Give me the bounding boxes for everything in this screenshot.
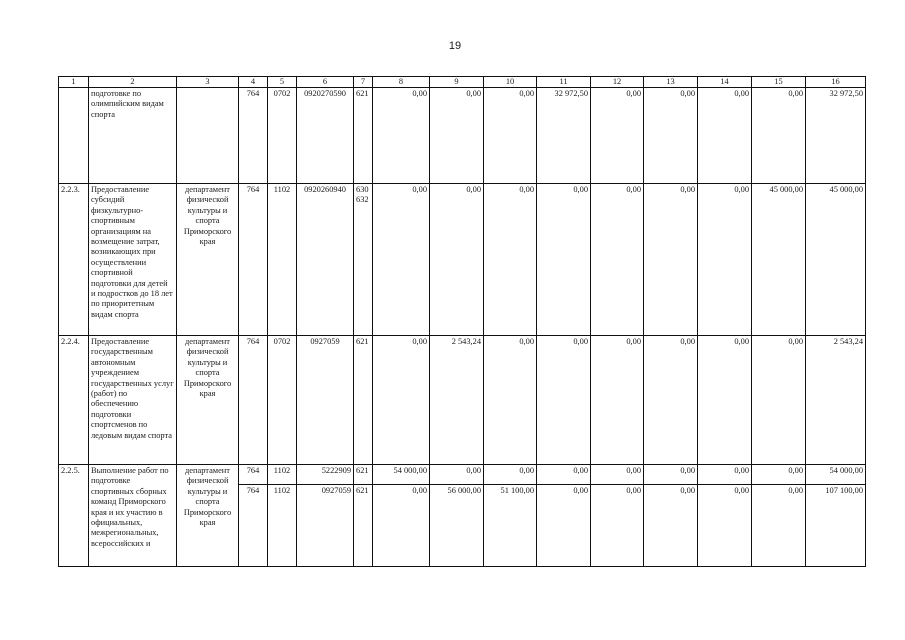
amount: 0,00 [373, 88, 430, 184]
item-number: 2.2.5. [59, 465, 89, 567]
amount: 54 000,00 [373, 465, 430, 485]
code-type: 621 [354, 88, 373, 184]
column-number: 1 [59, 77, 89, 88]
amount: 0,00 [698, 184, 752, 336]
amount: 0,00 [430, 88, 484, 184]
amount: 0,00 [537, 184, 591, 336]
table-row [59, 184, 866, 336]
amount: 0,00 [644, 184, 698, 336]
item-number: 2.2.4. [59, 336, 89, 465]
code-section: 1102 [268, 184, 297, 336]
code-target: 0927059 [297, 485, 354, 567]
amount: 0,00 [373, 336, 430, 465]
amount: 0,00 [644, 88, 698, 184]
amount-total: 107 100,00 [806, 485, 866, 567]
amount: 0,00 [537, 485, 591, 567]
amount: 0,00 [484, 184, 537, 336]
amount: 0,00 [698, 88, 752, 184]
code-type: 630 632 [354, 184, 373, 336]
column-number: 5 [268, 77, 297, 88]
item-name: подготовке по олимпийским видам спорта [89, 88, 177, 184]
amount: 45 000,00 [752, 184, 806, 336]
amount: 0,00 [752, 485, 806, 567]
column-number: 3 [177, 77, 239, 88]
code-ministry: 764 [239, 336, 268, 465]
item-department: департамент физической культуры и спорта Приморского края [177, 184, 239, 336]
code-target: 5222909 [297, 465, 354, 485]
amount: 0,00 [591, 88, 644, 184]
amount: 0,00 [644, 465, 698, 485]
amount: 0,00 [537, 336, 591, 465]
amount-total: 2 543,24 [806, 336, 866, 465]
column-number: 10 [484, 77, 537, 88]
amount: 0,00 [644, 336, 698, 465]
amount: 0,00 [752, 465, 806, 485]
amount: 0,00 [591, 485, 644, 567]
amount: 0,00 [698, 485, 752, 567]
column-number: 2 [89, 77, 177, 88]
column-number: 9 [430, 77, 484, 88]
amount: 0,00 [591, 465, 644, 485]
code-ministry: 764 [239, 88, 268, 184]
column-number: 8 [373, 77, 430, 88]
amount: 0,00 [484, 88, 537, 184]
amount: 32 972,50 [537, 88, 591, 184]
item-number [59, 88, 89, 184]
item-name: Выполнение работ по подготовке спортивных сборных команд Приморского края и их участию в официальных, межрегиональных, всероссийских и [89, 465, 177, 567]
code-type: 621 [354, 465, 373, 485]
item-department [177, 88, 239, 184]
column-number: 6 [297, 77, 354, 88]
column-number: 4 [239, 77, 268, 88]
code-section: 1102 [268, 465, 297, 485]
amount: 0,00 [752, 88, 806, 184]
amount-total: 45 000,00 [806, 184, 866, 336]
amount: 0,00 [373, 485, 430, 567]
table-row [59, 88, 866, 184]
column-number: 16 [806, 77, 866, 88]
item-name: Предоставление государственным автономным учреждением государственных услуг (работ) по обеспечению подготовки спортсменов по ледовым видам спорта [89, 336, 177, 465]
code-section: 0702 [268, 336, 297, 465]
amount-total: 32 972,50 [806, 88, 866, 184]
amount: 0,00 [430, 184, 484, 336]
amount: 0,00 [752, 336, 806, 465]
column-number: 7 [354, 77, 373, 88]
code-target: 0920260940 [297, 184, 354, 336]
item-name: Предоставление субсидий физкультурно-спортивным организациям на возмещение затрат, возникающих при осуществлении спортивной подготовки для детей и подростков до 18 лет по приоритетным видам спорта [89, 184, 177, 336]
code-target: 0927059 [297, 336, 354, 465]
amount: 0,00 [484, 465, 537, 485]
amount: 2 543,24 [430, 336, 484, 465]
code-target: 0920270590 [297, 88, 354, 184]
table-row [59, 336, 866, 465]
amount: 0,00 [430, 465, 484, 485]
table-row [59, 465, 866, 485]
amount: 51 100,00 [484, 485, 537, 567]
column-number: 12 [591, 77, 644, 88]
item-number: 2.2.3. [59, 184, 89, 336]
page-number: 19 [448, 40, 462, 52]
amount: 0,00 [537, 465, 591, 485]
budget-table [58, 76, 866, 567]
amount: 0,00 [698, 465, 752, 485]
column-number: 13 [644, 77, 698, 88]
code-ministry: 764 [239, 184, 268, 336]
code-section: 1102 [268, 485, 297, 567]
code-ministry: 764 [239, 465, 268, 485]
item-department: департамент физической культуры и спорта Приморского края [177, 465, 239, 567]
column-number: 14 [698, 77, 752, 88]
amount-total: 54 000,00 [806, 465, 866, 485]
amount: 0,00 [698, 336, 752, 465]
code-section: 0702 [268, 88, 297, 184]
item-department: департамент физической культуры и спорта Приморского края [177, 336, 239, 465]
amount: 56 000,00 [430, 485, 484, 567]
amount: 0,00 [591, 184, 644, 336]
amount: 0,00 [373, 184, 430, 336]
amount: 0,00 [591, 336, 644, 465]
column-number: 11 [537, 77, 591, 88]
amount: 0,00 [484, 336, 537, 465]
amount: 0,00 [644, 485, 698, 567]
code-type: 621 [354, 336, 373, 465]
column-number-row [59, 77, 866, 88]
code-type: 621 [354, 485, 373, 567]
column-number: 15 [752, 77, 806, 88]
code-ministry: 764 [239, 485, 268, 567]
